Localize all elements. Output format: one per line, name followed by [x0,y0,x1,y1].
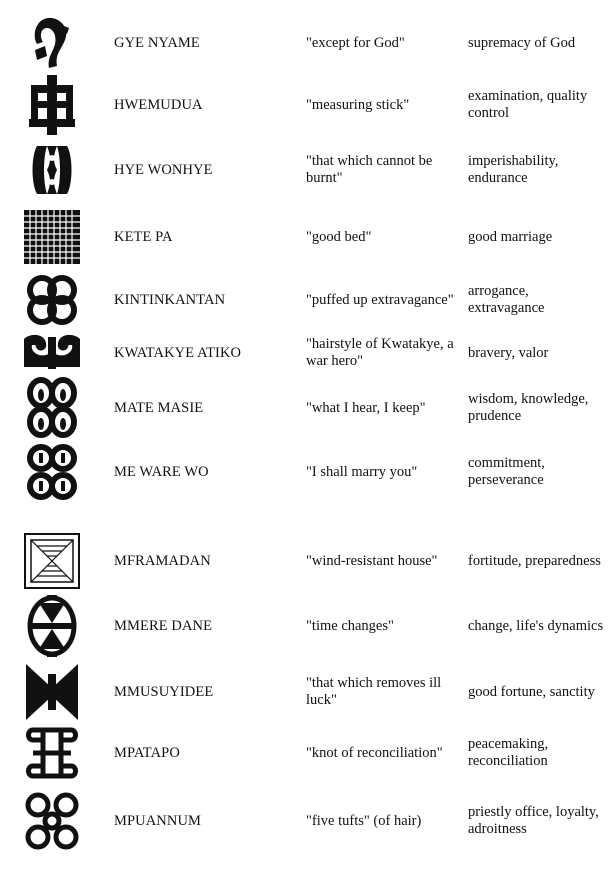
table-row [0,788,612,854]
symbol-name: HYE WONHYE [114,161,213,178]
symbol-meaning: bravery, valor [468,344,549,361]
mate-masie-icon [20,376,84,440]
table-row [0,204,612,270]
symbol-meaning: change, life's dynamics [468,617,604,634]
symbol-name: KWATAKYE ATIKO [114,344,242,361]
literal-translation: "what I hear, I keep" [306,399,426,416]
symbol-name: MPUANNUM [114,812,202,829]
symbol-name: MFRAMADAN [114,552,211,569]
symbol-name: ME WARE WO [114,463,209,480]
literal-translation: "that which cannot be burnt" [306,153,433,186]
table-row [0,16,612,70]
literal-translation: "good bed" [306,228,372,245]
symbol-meaning: peacemaking, reconciliation [468,736,549,769]
mframadan-icon [20,530,84,592]
symbol-name: MATE MASIE [114,399,204,416]
symbol-name: MMUSUYIDEE [114,683,214,700]
hye-wonhye-icon [20,140,84,200]
symbol-name: GYE NYAME [114,34,200,51]
symbol-name: HWEMUDUA [114,96,203,113]
kete-pa-icon [20,204,84,270]
symbol-meaning: wisdom, knowledge, prudence [468,391,589,424]
literal-translation: "knot of reconciliation" [306,744,443,761]
symbol-meaning: arrogance, extravagance [468,283,545,316]
literal-translation: "five tufts" (of hair) [306,812,422,829]
symbol-meaning: good marriage [468,228,553,245]
table-row [0,724,612,782]
mmere-dane-icon [20,594,84,658]
table-row [0,442,612,502]
literal-translation: "measuring stick" [306,96,410,113]
hwemudua-icon [20,74,84,136]
me-ware-wo-icon [20,442,84,502]
symbol-meaning: fortitude, preparedness [468,552,601,569]
literal-translation: "time changes" [306,617,394,634]
symbol-meaning: commitment, perseverance [468,455,545,488]
table-row [0,594,612,658]
table-row [0,330,612,376]
symbol-name: KETE PA [114,228,173,245]
table-row [0,272,612,328]
symbol-meaning: supremacy of God [468,34,576,51]
literal-translation: "puffed up extravagance" [306,291,454,308]
literal-translation: "that which removes ill luck" [306,675,442,708]
literal-translation: "I shall marry you" [306,463,418,480]
table-row [0,74,612,136]
literal-translation: "wind-resistant house" [306,552,438,569]
symbol-meaning: priestly office, loyalty, adroitness [468,804,599,837]
mpuannum-icon [20,788,84,854]
symbol-meaning: examination, quality control [468,88,588,121]
literal-translation: "except for God" [306,34,405,51]
symbol-name: MPATAPO [114,744,180,761]
mmusuyidee-icon [20,660,84,724]
symbol-meaning: imperishability, endurance [468,153,559,186]
table-row [0,530,612,592]
kwatakye-atiko-icon [20,330,84,376]
symbol-name: MMERE DANE [114,617,213,634]
table-row [0,660,612,724]
table-row [0,140,612,200]
symbol-name: KINTINKANTAN [114,291,226,308]
mpatapo-icon [20,724,84,782]
gye-nyame-icon [20,16,84,70]
table-row [0,376,612,440]
literal-translation: "hairstyle of Kwatakye, a war hero" [306,336,454,369]
symbol-meaning: good fortune, sanctity [468,683,595,700]
kintinkantan-icon [20,272,84,328]
